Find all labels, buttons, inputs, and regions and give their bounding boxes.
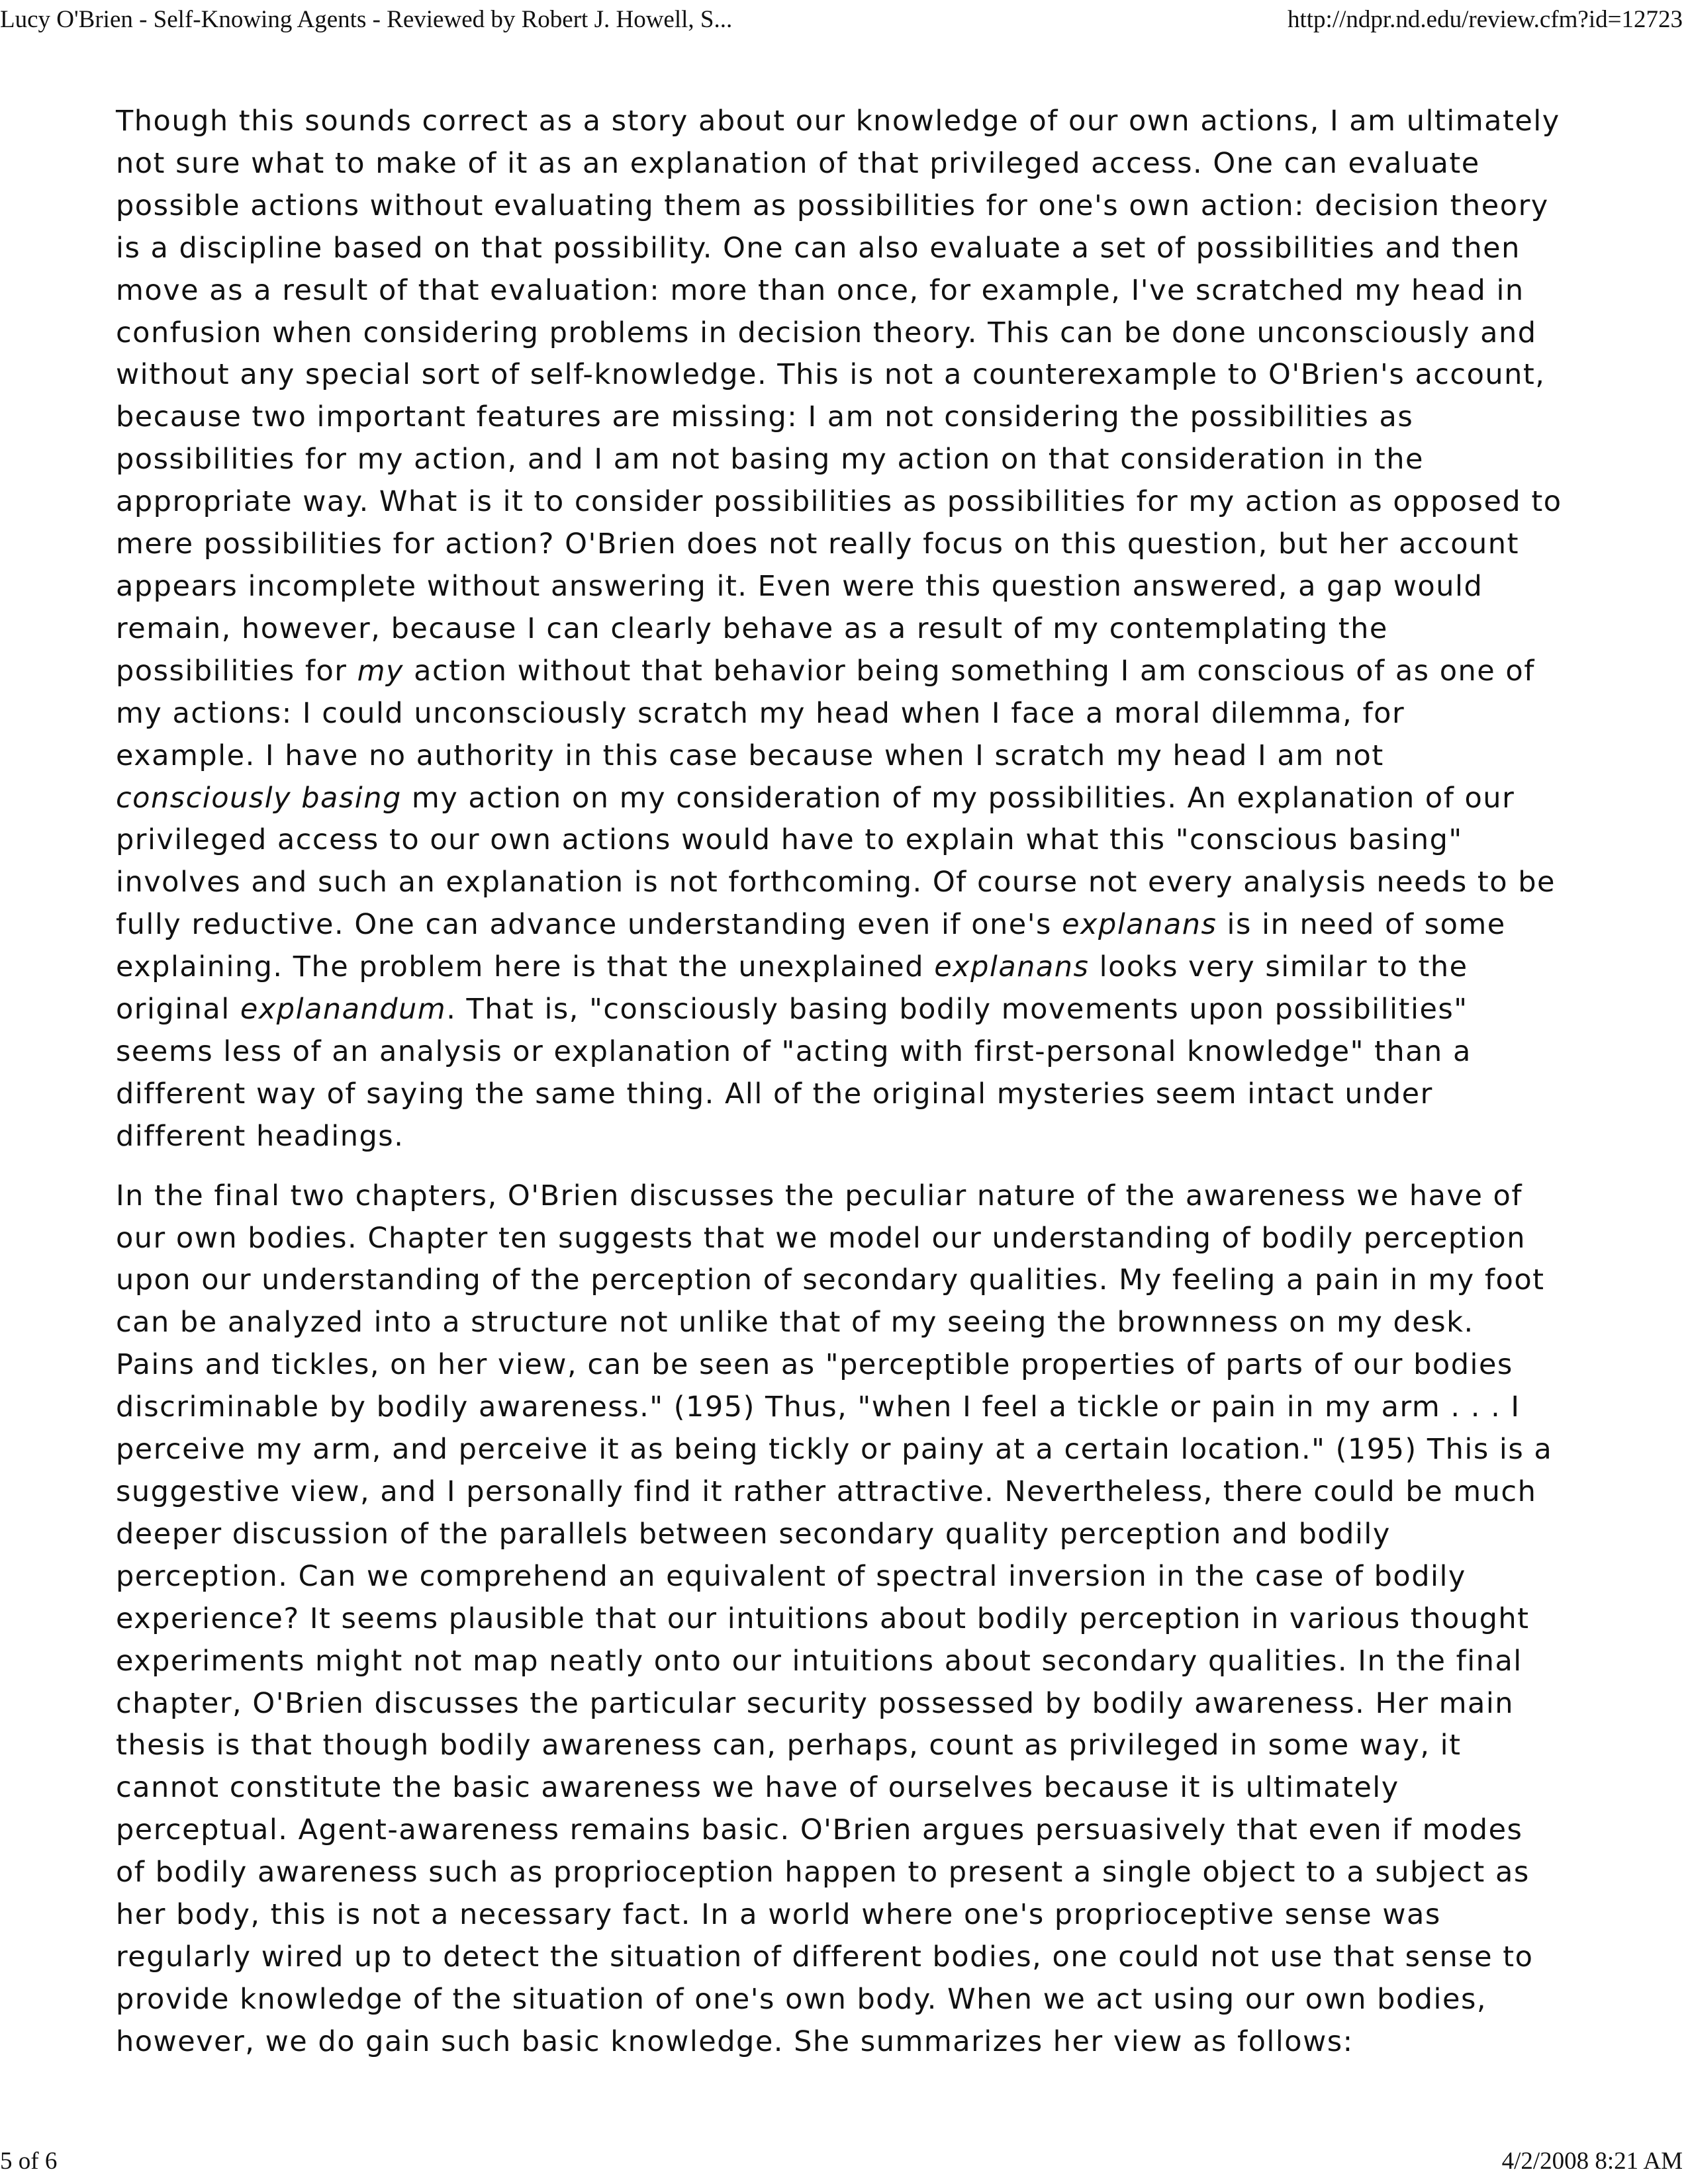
text-line: Pains and tickles, on her view, can be seen as "perceptible properties of parts of our bodies — [116, 1348, 1513, 1382]
italic-term: my — [357, 654, 404, 688]
text-line: not sure what to make of it as an explanation of that privileged access. One can evaluate — [116, 146, 1480, 180]
header-url: http://ndpr.nd.edu/review.cfm?id=12723 — [1288, 6, 1683, 33]
text-line: possible actions without evaluating them as possibilities for one's own action: decision theory — [116, 189, 1549, 222]
text-line: because two important features are missing: I am not considering the possibilities as — [116, 400, 1414, 434]
text-line: seems less of an analysis or explanation of "acting with first-personal knowledge" than a — [116, 1034, 1472, 1068]
footer-page-number: 5 of 6 — [0, 2148, 58, 2175]
text-line: privileged access to our own actions would have to explain what this "conscious basing" — [116, 823, 1463, 857]
text-line: can be analyzed into a structure not unlike that of my seeing the brownness on my desk. — [116, 1306, 1474, 1340]
text-line: cannot constitute the basic awareness we have of ourselves because it is ultimately — [116, 1771, 1399, 1805]
text-line: without any special sort of self-knowledge. This is not a counterexample to O'Brien's account, — [116, 358, 1546, 392]
text-line: remain, however, because I can clearly behave as a result of my contemplating the — [116, 612, 1388, 645]
text-line: original explanandum. That is, "consciously basing bodily movements upon possibilities" — [116, 993, 1468, 1026]
text-line: thesis is that though bodily awareness can, perhaps, count as privileged in some way, it — [116, 1729, 1462, 1762]
text-line: different way of saying the same thing. All of the original mysteries seem intact under — [116, 1077, 1433, 1111]
text-line: our own bodies. Chapter ten suggests that we model our understanding of bodily perception — [116, 1221, 1526, 1255]
text-line: upon our understanding of the perception of secondary qualities. My feeling a pain in my foot — [116, 1263, 1545, 1297]
text-line: fully reductive. One can advance understanding even if one's explanans is in need of some — [116, 908, 1506, 942]
text-line: Though this sounds correct as a story about our knowledge of our own actions, I am ultimately — [116, 105, 1560, 138]
text-line: different headings. — [116, 1119, 404, 1153]
text-line: perception. Can we comprehend an equivalent of spectral inversion in the case of bodily — [116, 1559, 1466, 1593]
text-line: mere possibilities for action? O'Brien does not really focus on this question, but her account — [116, 527, 1519, 561]
text-line: regularly wired up to detect the situation of different bodies, one could not use that sense to — [116, 1940, 1534, 1974]
italic-term: explanandum — [240, 993, 447, 1026]
paragraph-2 — [116, 1175, 1589, 2064]
italic-term: consciously basing — [116, 781, 402, 815]
text-line: possibilities for my action without that behavior being something I am conscious of as one of — [116, 654, 1535, 688]
text-line: experiments might not map neatly onto our intuitions about secondary qualities. In the final — [116, 1644, 1523, 1678]
text-line: deeper discussion of the parallels between secondary quality perception and bodily — [116, 1517, 1391, 1551]
review-body — [116, 101, 1589, 2064]
text-line: discriminable by bodily awareness." (195) Thus, "when I feel a tickle or pain in my arm . . . I — [116, 1390, 1521, 1424]
text-line: involves and such an explanation is not forthcoming. Of course not every analysis needs to be — [116, 866, 1556, 899]
text-line: perceive my arm, and perceive it as being tickly or painy at a certain location." (195) This is a — [116, 1433, 1553, 1467]
footer-datetime: 4/2/2008 8:21 AM — [1501, 2148, 1683, 2175]
text-line: move as a result of that evaluation: more than once, for example, I've scratched my head in — [116, 273, 1524, 307]
text-line: explaining. The problem here is that the unexplained explanans looks very similar to the — [116, 950, 1468, 984]
text-line: confusion when considering problems in decision theory. This can be done unconsciously and — [116, 316, 1537, 349]
text-line: appropriate way. What is it to consider possibilities as possibilities for my action as opposed to — [116, 485, 1562, 519]
text-line: perceptual. Agent-awareness remains basic. O'Brien argues persuasively that even if modes — [116, 1813, 1523, 1847]
text-line: appears incomplete without answering it. Even were this question answered, a gap would — [116, 569, 1483, 603]
italic-term: explanans — [1062, 908, 1217, 942]
text-line: In the final two chapters, O'Brien discusses the peculiar nature of the awareness we have of — [116, 1179, 1523, 1212]
text-line: provide knowledge of the situation of one's own body. When we act using our own bodies, — [116, 1982, 1487, 2016]
text-line: however, we do gain such basic knowledge. She summarizes her view as follows: — [116, 2025, 1354, 2058]
text-line: her body, this is not a necessary fact. In a world where one's proprioceptive sense was — [116, 1898, 1441, 1932]
paragraph-1 — [116, 101, 1589, 1158]
text-line: is a discipline based on that possibility. One can also evaluate a set of possibilities and then — [116, 231, 1521, 265]
text-line: my actions: I could unconsciously scratch my head when I face a moral dilemma, for — [116, 696, 1405, 730]
text-line: of bodily awareness such as proprioception happen to present a single object to a subject as — [116, 1856, 1530, 1889]
text-line: suggestive view, and I personally find it rather attractive. Nevertheless, there could be much — [116, 1475, 1537, 1508]
text-line: experience? It seems plausible that our intuitions about bodily perception in various thought — [116, 1602, 1530, 1635]
text-line: possibilities for my action, and I am not basing my action on that consideration in the — [116, 443, 1424, 477]
text-line: chapter, O'Brien discusses the particular security possessed by bodily awareness. Her main — [116, 1686, 1515, 1720]
header-page-title: Lucy O'Brien - Self-Knowing Agents - Reviewed by Robert J. Howell, S... — [0, 6, 733, 33]
text-line: example. I have no authority in this case because when I scratch my head I am not — [116, 739, 1384, 772]
text-line: consciously basing my action on my consideration of my possibilities. An explanation of our — [116, 781, 1515, 815]
italic-term: explanans — [934, 950, 1090, 984]
